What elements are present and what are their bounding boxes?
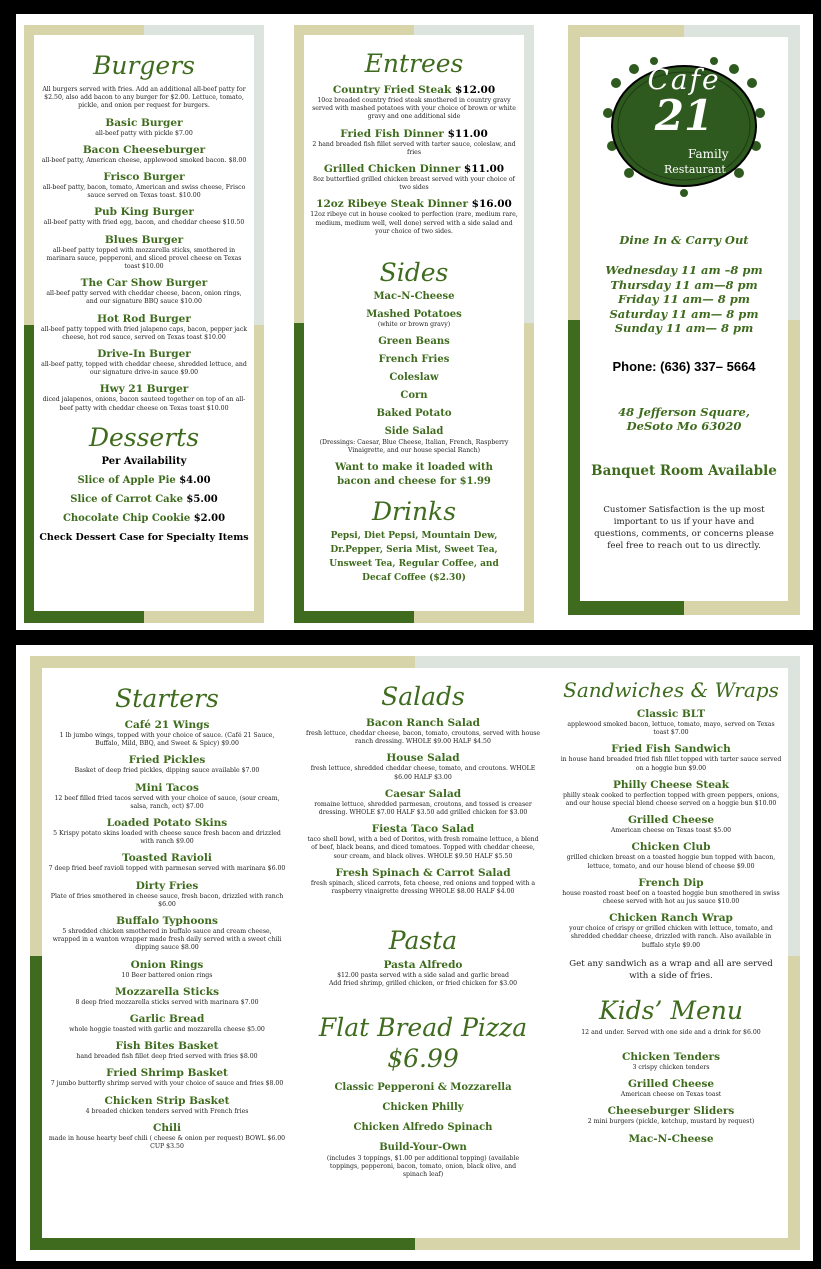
- sandwich-desc: American cheese on Texas toast $5.00: [610, 827, 732, 835]
- pizza-byo-desc: (includes 3 toppings, $1.00 per additional topping) (available toppings, pepperoni, bacon, tomato, onion, black olive, and spinach leaf): [326, 1154, 520, 1179]
- entree-name: Grilled Chicken Dinner: [323, 163, 464, 176]
- burgers-intro: All burgers served with fries. Add an additional all-beef patty for $2.50, also add bacon to any burger for $2.00. Lettuce, tomato, pickle, and onion per request for burgers.: [42, 86, 246, 110]
- sandwiches-note: Get any sandwich as a wrap and all are served with a side of fries.: [569, 958, 773, 981]
- starter-desc: whole hoggie toasted with garlic and mozzarella cheese $5.00: [69, 1026, 265, 1034]
- pizza-item: Build-Your-Own: [379, 1141, 467, 1153]
- entree-item: [304, 163, 524, 175]
- burger-desc: all-beef patty, topped with cheddar cheese, shredded lettuce, and our signature drive-in sauce $9.00: [41, 361, 247, 377]
- entree-name: Country Fried Steak: [332, 84, 455, 96]
- salad-desc: fresh lettuce, cheddar cheese, bacon, tomato, croutons, served with house ranch dressing. WHOLE $9.00 HALF $4.50: [305, 730, 541, 746]
- desserts-note: Check Dessert Case for Specialty Items: [39, 531, 249, 543]
- burger-name: The Car Show Burger: [80, 277, 208, 290]
- starter-name: Fish Bites Basket: [115, 1040, 219, 1053]
- starter-name: Toasted Ravioli: [122, 852, 212, 865]
- dessert-item: [34, 494, 254, 505]
- burger-name: Drive-In Burger: [97, 348, 191, 361]
- sandwich-name: French Dip: [638, 876, 704, 889]
- hours-line: Saturday 11 am— 8 pm: [609, 306, 759, 321]
- starter-desc: 4 breaded chicken tenders served with French fries: [85, 1107, 249, 1115]
- entree-price: $11.00: [447, 127, 488, 140]
- entree-desc: 12oz ribeye cut in house cooked to perfection (rare, medium rare, medium, medium well, well done) served with a side salad and your choice of two sides.: [310, 211, 518, 235]
- starters-column: [42, 668, 292, 1151]
- side-item: Mashed Potatoes: [366, 309, 462, 321]
- starter-name: Garlic Bread: [129, 1013, 205, 1026]
- logo-family: Family: [688, 147, 729, 161]
- side-item: French Fries: [378, 354, 450, 366]
- side-item: Green Beans: [378, 336, 450, 348]
- dessert-item: [34, 475, 254, 486]
- address-line2: DeSoto Mo 63020: [626, 419, 742, 433]
- entree-name: 12oz Ribeye Steak Dinner: [316, 198, 472, 211]
- side-item: Mac-N-Cheese: [373, 291, 455, 303]
- entrees-panel: [294, 25, 534, 623]
- entree-price: $11.00: [463, 163, 505, 176]
- salad-name: Fiesta Taco Salad: [371, 823, 475, 836]
- side-item: Corn: [400, 390, 428, 402]
- starter-name: Buffalo Typhoons: [116, 915, 218, 928]
- starter-name: Mini Tacos: [135, 781, 199, 794]
- entree-desc: 10oz breaded country fried steak smothered in country gravy served with mashed potatoes with your choice of brown or white gravy and one additional side: [312, 97, 516, 121]
- service-type: Dine In & Carry Out: [619, 233, 749, 247]
- starter-desc: 10 Beer battered onion rings: [121, 971, 213, 979]
- entree-name: Fried Fish Dinner: [340, 127, 448, 140]
- sandwich-name: Fried Fish Sandwich: [611, 743, 731, 756]
- starter-desc: 5 shredded chicken smothered in buffalo sauce and cream cheese, wrapped in a wanton wrapper made fresh daily served with a sweet chili dipping sauce $8.00: [52, 928, 282, 952]
- cafe-21-logo: [594, 51, 774, 201]
- pizza-list: [298, 1082, 548, 1153]
- salad-name: Fresh Spinach & Carrot Salad: [335, 866, 511, 879]
- desserts-availability: Per Availability: [101, 455, 187, 467]
- entree-item: [304, 198, 524, 210]
- burger-desc: diced jalapenos, onions, bacon sauteed together on top of an all-beef patty with cheddar cheese on Texas toast $10.00: [42, 396, 246, 412]
- drinks-title: Drinks: [371, 496, 457, 526]
- burger-name: Blues Burger: [104, 233, 184, 246]
- kids-item-name: Grilled Cheese: [627, 1078, 715, 1091]
- burger-desc: all-beef patty topped with mozzarella sticks, smothered in marinara sauce, pepperoni, and sliced provel cheese on Texas toast $10.00: [46, 246, 242, 271]
- mashed-note: (white or brown gravy): [377, 321, 451, 329]
- hours-line: Friday 11 am— 8 pm: [618, 292, 750, 306]
- starter-desc: 12 beef filled fried tacos served with your choice of sauce, (sour cream, salsa, ranch, ect) $7.00: [54, 794, 280, 810]
- sandwich-desc: your choice of crispy or grilled chicken with lettuce, tomato, and shredded cheddar cheese, drizzled with ranch. Also available in buffalo style $9.00: [569, 925, 773, 949]
- starter-name: Chicken Strip Basket: [104, 1094, 230, 1107]
- kids-item-desc: 3 crispy chicken tenders: [632, 1064, 710, 1072]
- burger-name: Bacon Cheeseburger: [82, 143, 206, 156]
- starter-list: [42, 719, 292, 1151]
- sandwich-name: Grilled Cheese: [627, 814, 715, 827]
- sandwich-name: Philly Cheese Steak: [612, 778, 730, 791]
- burger-desc: all-beef patty, bacon, tomato, American and swiss cheese, Frisco sauce served on Texas toast. $10.00: [42, 184, 246, 200]
- pasta-desc2: Add fried shrimp, grilled chicken, or fried chicken for $3.00: [328, 980, 518, 988]
- starter-desc: Basket of deep fried pickles, dipping sauce available $7.00: [74, 767, 260, 775]
- side-item: Side Salad: [384, 426, 444, 438]
- kids-intro: 12 and under. Served with one side and a drink for $6.00: [581, 1028, 761, 1036]
- pizza-price: $6.99: [387, 1043, 459, 1073]
- entree-item: [304, 128, 524, 140]
- salad-desc: romaine lettuce, shredded parmesan, croutons, and tossed is creaser dressing. WHOLE $7.00 HALF $3.50 add grilled chicken for $3.00: [314, 800, 532, 817]
- sandwich-name: Chicken Club: [631, 841, 711, 854]
- salad-desc: fresh spinach, sliced carrots, feta cheese, red onions and topped with a raspberry vinaigrette dressing WHOLE $8.00 HALF $4.00: [310, 879, 536, 896]
- kids-item-name: Mac-N-Cheese: [628, 1132, 714, 1145]
- salad-name: Bacon Ranch Salad: [366, 717, 480, 729]
- burger-desc: all-beef patty with fried egg, bacon, and cheddar cheese $10.50: [43, 219, 245, 227]
- sandwich-desc: philly steak cooked to perfection topped with green peppers, onions, and our house special blend cheese served on a hoggie bun $10.00: [562, 791, 780, 808]
- salad-name: Caesar Salad: [384, 787, 462, 800]
- starter-name: Fried Shrimp Basket: [106, 1067, 228, 1080]
- starter-desc: 5 Krispy potato skins loaded with cheese sauce fresh bacon and drizzled with ranch $9.00: [53, 830, 281, 846]
- dessert-item: [34, 513, 254, 524]
- starter-name: Fried Pickles: [128, 754, 206, 767]
- cover-panel: [568, 25, 800, 615]
- dessert-price: $4.00: [179, 474, 211, 486]
- sides-upsell: Want to make it loaded with bacon and cheese for $1.99: [335, 461, 493, 487]
- dessert-name: Slice of Apple Pie: [77, 474, 180, 486]
- entree-list: [304, 84, 524, 236]
- burger-name: Basic Burger: [105, 116, 183, 129]
- pasta-title: Pasta: [388, 926, 458, 956]
- burger-name: Frisco Burger: [103, 171, 185, 184]
- burger-desc: all-beef patty with pickle $7.00: [95, 129, 193, 137]
- sandwich-desc: applewood smoked bacon, lettuce, tomato, mayo, served on Texas toast $7.00: [567, 721, 775, 737]
- starter-name: Café 21 Wings: [124, 719, 210, 731]
- starter-name: Onion Rings: [130, 958, 204, 971]
- sandwich-desc: house roasted roast beef on a toasted hoggie bun smothered in swiss cheese served with hot au jus sauce $10.00: [562, 889, 780, 906]
- kids-item-name: Chicken Tenders: [621, 1051, 720, 1064]
- entrees-title: Entrees: [364, 49, 464, 78]
- pizza-item: Chicken Philly: [382, 1101, 464, 1113]
- hours-line: Thursday 11 am—8 pm: [610, 277, 758, 292]
- entree-desc: 2 hand breaded fish fillet served with tarter sauce, coleslaw, and fries: [312, 140, 516, 156]
- sandwich-list: [554, 708, 788, 950]
- pasta-item: Pasta Alfredo: [383, 959, 463, 972]
- dessert-price: $2.00: [193, 512, 226, 524]
- logo-restaurant: Restaurant: [664, 163, 726, 176]
- sandwiches-column: [554, 668, 788, 1145]
- kids-list: [554, 1051, 788, 1145]
- salad-list: [298, 717, 548, 896]
- phone-number[interactable]: Phone: (636) 337– 5664: [612, 359, 756, 374]
- pasta-desc1: $12.00 pasta served with a side salad and garlic bread: [337, 972, 509, 980]
- kids-title: Kids’ Menu: [599, 995, 743, 1025]
- starters-title: Starters: [115, 684, 219, 713]
- inside-panel: [30, 656, 800, 1250]
- sides-dressings: (Dressings: Caesar, Blue Cheese, Italian, French, Raspberry Vinaigrette, and our house special Ranch): [319, 439, 509, 455]
- starter-desc: 8 deep fried mozzarella sticks served with marinara $7.00: [75, 998, 259, 1006]
- desserts-title: Desserts: [88, 422, 200, 452]
- drinks-list: Pepsi, Diet Pepsi, Mountain Dew, Dr.Pepper, Seria Mist, Sweet Tea, Unsweet Tea, Regular Coffee, and Decaf Coffee ($2.30): [329, 530, 499, 583]
- starter-name: Chili: [153, 1121, 181, 1134]
- sandwich-desc: grilled chicken breast on a toasted hoggie bun topped with bacon, lettuce, tomato, and our house blend of cheese $9.00: [566, 854, 776, 870]
- starter-desc: 1 lb jumbo wings, topped with your choice of sauce. (Café 21 Sauce, Buffalo, Mild, BBQ, and Sweet & Spicy) $9.00: [59, 732, 275, 748]
- kids-item-name: Cheeseburger Sliders: [607, 1105, 735, 1118]
- logo-word-21: 21: [654, 91, 714, 140]
- side-item: Coleslaw: [389, 372, 439, 384]
- starter-desc: hand breaded fish fillet deep fried served with fries $8.00: [76, 1053, 258, 1061]
- kids-item-desc: American cheese on Texas toast: [620, 1091, 722, 1099]
- starter-name: Loaded Potato Skins: [106, 817, 228, 830]
- hours-line: Wednesday 11 am –8 pm: [605, 263, 763, 277]
- hours-line: Sunday 11 am— 8 pm: [614, 321, 754, 335]
- entree-item: [304, 84, 524, 96]
- entree-price: $16.00: [471, 198, 512, 211]
- sandwich-name: Chicken Ranch Wrap: [609, 912, 733, 925]
- pizza-title: Flat Bread Pizza: [318, 1012, 528, 1042]
- salad-desc: fresh lettuce, shredded cheddar cheese, tomato, and croutons. WHOLE $6.00 HALF $3.00: [310, 765, 536, 781]
- hours-list: [580, 263, 788, 336]
- sandwiches-title: Sandwiches & Wraps: [563, 678, 779, 702]
- dessert-price: $5.00: [186, 493, 218, 505]
- burger-name: Hot Rod Burger: [97, 312, 191, 325]
- starter-desc: 7 jumbo butterfly shrimp served with your choice of sauce and fries $8.00: [50, 1080, 284, 1088]
- logo-word-cafe: Cafe: [647, 63, 721, 96]
- entree-price: $12.00: [454, 84, 496, 96]
- salads-title: Salads: [381, 682, 465, 711]
- burger-name: Hwy 21 Burger: [99, 383, 189, 396]
- salad-name: House Salad: [386, 752, 460, 765]
- side-item: Baked Potato: [376, 408, 452, 420]
- burger-name: Pub King Burger: [94, 206, 194, 219]
- salads-column: [298, 668, 548, 1179]
- starter-name: Mozzarella Sticks: [114, 985, 219, 998]
- address-line1: 48 Jefferson Square,: [618, 405, 750, 419]
- dessert-name: Slice of Carrot Cake: [70, 493, 187, 505]
- pizza-item: Classic Pepperoni & Mozzarella: [334, 1081, 512, 1093]
- entree-desc: 8oz butterflied grilled chicken breast served with your choice of two sides: [313, 176, 515, 192]
- dessert-list: [34, 475, 254, 524]
- burger-desc: all-beef patty, American cheese, applewood smoked bacon. $8.00: [41, 156, 247, 164]
- burger-desc: all-beef patty topped with fried jalapeno caps, bacon, pepper jack cheese, hot rod sauce, served on Texas toast $10.00: [40, 325, 248, 341]
- starter-desc: 7 deep fried beef ravioli topped with parmesan served with marinara $6.00: [48, 865, 286, 873]
- sandwich-name: Classic BLT: [636, 708, 706, 720]
- salad-desc: taco shell bowl, with a bed of Doritos, with fresh romaine lettuce, a blend of beef, black beans, and diced tomatoes. Topped with cheddar cheese, sour cream, and black olives. WHOLE $9.50 HALF $5.50: [307, 836, 539, 860]
- starter-desc: Plate of fries smothered in cheese sauce, fresh bacon, drizzled with ranch $6.00: [50, 892, 284, 908]
- kids-item-desc: 2 mini burgers (pickle, ketchup, mustard by request): [587, 1118, 755, 1126]
- burgers-panel: [24, 25, 264, 623]
- starter-desc: made in house hearty beef chili ( cheese & onion per request) BOWL $6.00 CUP $3.50: [48, 1134, 286, 1151]
- satisfaction-note: Customer Satisfaction is the up most important to us if your have and questions, comments, or concerns please feel free to reach out to us directly.: [594, 505, 774, 551]
- banquet-room: Banquet Room Available: [591, 463, 777, 479]
- starter-name: Dirty Fries: [135, 879, 199, 892]
- sides-title: Sides: [379, 258, 449, 288]
- burger-list: [34, 117, 254, 413]
- sandwich-desc: in house hand breaded fried fish fillet topped with tarter sauce served on a hoggie bun $9.00: [560, 756, 782, 772]
- burger-desc: all-beef patty served with cheddar cheese, bacon, onion rings, and our signature BBQ sauce $10.00: [46, 290, 242, 306]
- dessert-name: Chocolate Chip Cookie: [62, 512, 194, 524]
- pizza-item: Chicken Alfredo Spinach: [353, 1121, 493, 1133]
- sides-list: [304, 291, 524, 437]
- burgers-title: Burgers: [92, 51, 195, 80]
